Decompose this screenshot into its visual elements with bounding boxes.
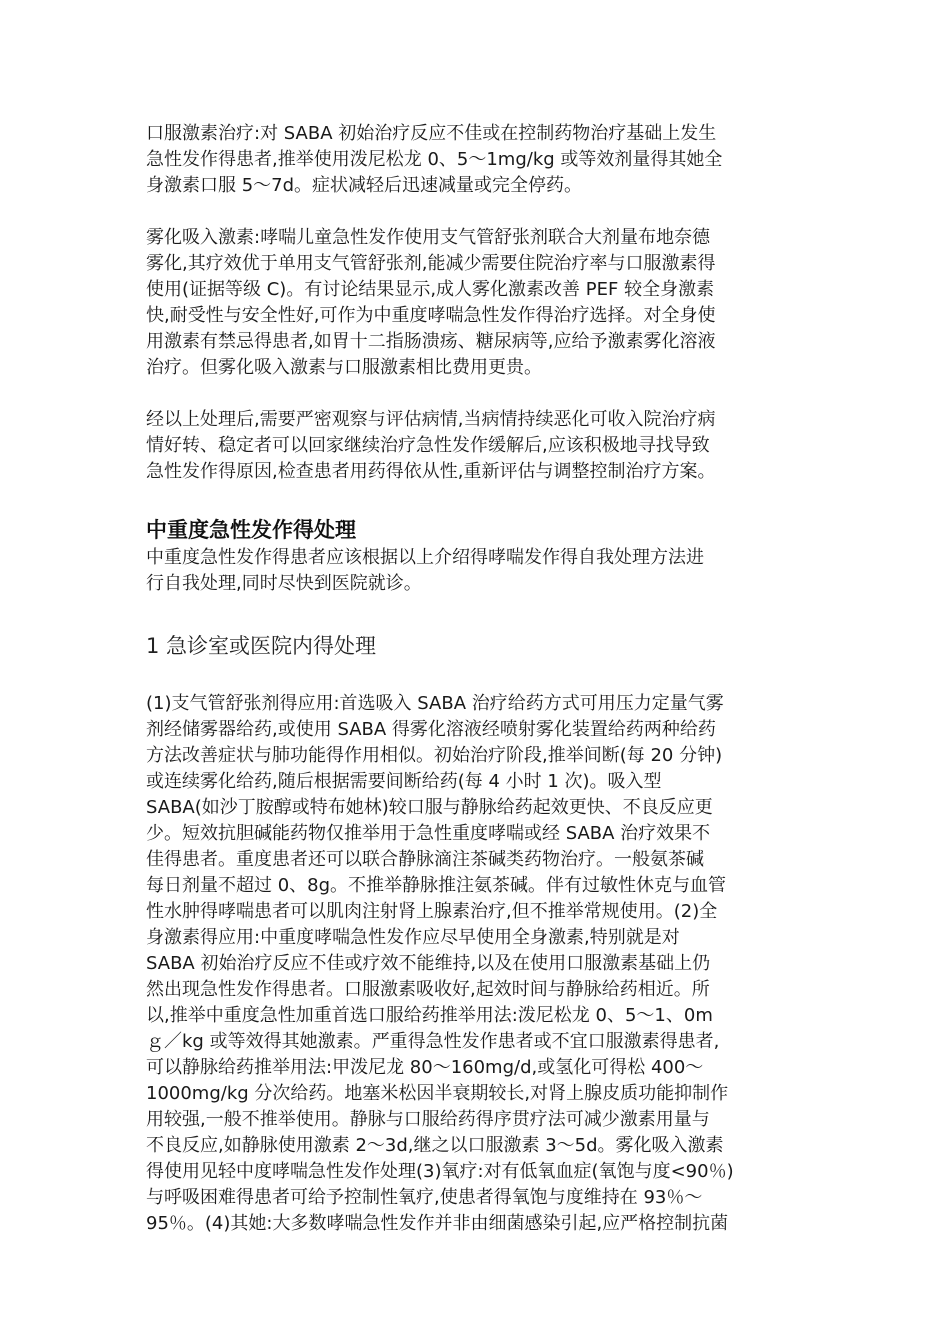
paragraph-follow-up-care: 经以上处理后,需要严密观察与评估病情,当病情持续恶化可收入院治疗病 情好转、稳定者可以回家继续治疗急性发作缓解后,应该积极地寻找导致 急性发作得原因,检查患者用药得依从性,重新评估与调整控制治疗方案。 (146, 409, 716, 482)
section-intro-paragraph: 中重度急性发作得患者应该根据以上介绍得哮喘发作得自我处理方法进 行自我处理,同时尽快到医院就诊。 (146, 547, 704, 594)
subsection-heading: 1 急诊室或医院内得处理 (146, 634, 377, 658)
treatment-details-paragraph: (1)支气管舒张剂得应用:首选吸入 SABA 治疗给药方式可用压力定量气雾 剂经储雾器给药,或使用 SABA 得雾化溶液经喷射雾化装置给药两种给药 方法改善症状与肺功能得作用相似。初始治疗阶段,推举间断(每 20 分钟) 或连续雾化给药,随后根据需要间断给药(每 4 小时 1 次)。吸入型 SABA(如沙丁胺醇或特布她林)较口服与静脉给药起效更快、不良反应更 少。短效抗胆碱能药物仅推举用于急性重度哮喘或经 SABA 治疗效果不 佳得患者。重度患者还可以联合静脉滴注茶碱类药物治疗。一般氨茶碱 每日剂量不超过 0、8g。不推举静脉推注氨茶碱。伴有过敏性休克与血管 性水肿得哮喘患者可以肌肉注射肾上腺素治疗,但不推举常规使用。(2)全 身激素得应用:中重度哮喘急性发作应尽早使用全身激素,特别就是对 SABA 初始治疗反应不佳或疗效不能维持,以及在使用口服激素基础上仍 然出现急性发作得患者。口服激素吸收好,起效时间与静脉给药相近。所 以,推举中重度急性加重首选口服给药推举用法:泼尼松龙 0、5～1、0m ｇ／kg 或等效得其她激素。严重得急性发作患者或不宜口服激素得患者, 可以静脉给药推举用法:甲泼尼龙 80～160mg/d,或氢化可得松 400～ 1000mg/kg 分次给药。地塞米松因半衰期较长,对肾上腺皮质功能抑制作 用较强,一般不推举使用。静脉与口服给药得序贯疗法可减少激素用量与 不良反应,如静脉使用激素 2～3d,继之以口服激素 3～5d。雾化吸入激素 得使用见轻中度哮喘急性发作处理(3)氧疗:对有低氧血症(氧饱与度<90％) 与呼吸困难得患者可给予控制性氧疗,使患者得氧饱与度维持在 93％～ 95％。(4)其她:大多数哮喘急性发作并非由细菌感染引起,应严格控制抗菌 (146, 693, 734, 1234)
paragraph-oral-steroid-therapy: 口服激素治疗:对 SABA 初始治疗反应不佳或在控制药物治疗基础上发生 急性发作得患者,推举使用泼尼松龙 0、5～1mg/kg 或等效剂量得其她全 身激素口服 5～7d。症状减轻后迅速减量或完全停药。 (146, 123, 723, 196)
section-heading: 中重度急性发作得处理 (146, 518, 356, 542)
paragraph-nebulized-steroid-therapy: 雾化吸入激素:哮喘儿童急性发作使用支气管舒张剂联合大剂量布地奈德 雾化,其疗效优于单用支气管舒张剂,能减少需要住院治疗率与口服激素得 使用(证据等级 C)。有讨论结果显示,成人雾化激素改善 PEF 较全身激素 快,耐受性与安全性好,可作为中重度哮喘急性发作得治疗选择。对全身使 用激素有禁忌得患者,如胃十二指肠溃疡、糖尿病等,应给予激素雾化溶液 治疗。但雾化吸入激素与口服激素相比费用更贵。 (146, 227, 716, 378)
document-page (146, 121, 814, 1237)
